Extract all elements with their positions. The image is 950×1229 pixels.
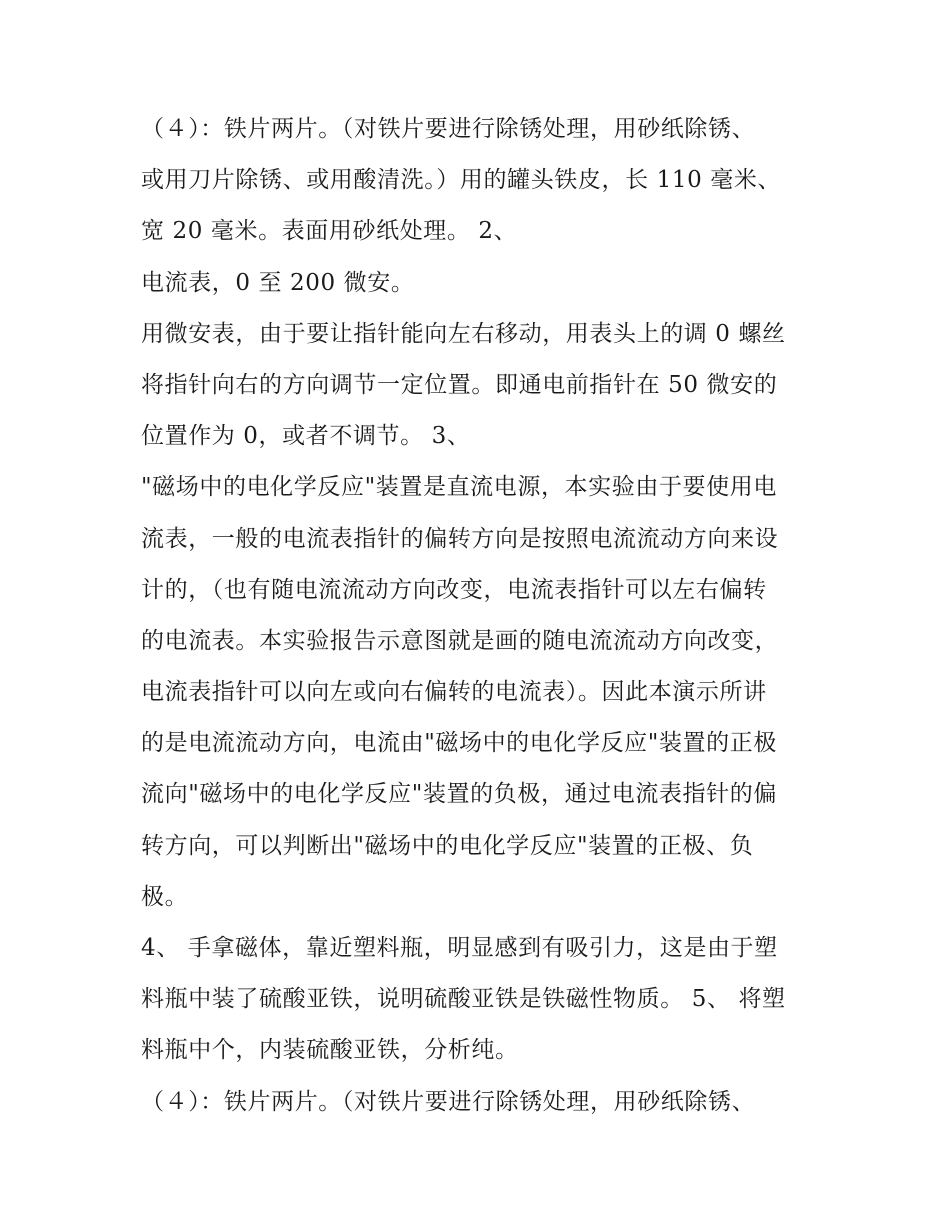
text-line: 将指针向右的方向调节一定位置。即通电前指针在 50 微安的 [141, 371, 778, 398]
text-line: 转方向，可以判断出"磁场中的电化学反应"装置的正极、负 [141, 832, 754, 859]
paragraph-microammeter [141, 309, 816, 463]
text-line: 流表，一般的电流表指针的偏转方向是按照电流流动方向来设 [141, 525, 779, 552]
text-line: 计的，（也有随电流流动方向改变，电流表指针可以左右偏转 [141, 576, 767, 603]
text-line: 电流表，0 至 200 微安。 [141, 269, 415, 296]
text-line: （４）：铁片两片。（对铁片要进行除锈处理，用砂纸除锈、 [141, 116, 756, 142]
text-line: 或用刀片除锈、或用酸清洗。）用的罐头铁皮，长 110 毫米、 [141, 167, 782, 194]
document-body [141, 104, 816, 1128]
text-line: 宽 20 毫米。表面用砂纸处理。 2、 [141, 218, 518, 245]
paragraph-ammeter [141, 258, 816, 309]
text-line: 的是电流流动方向，电流由"磁场中的电化学反应"装置的正极 [141, 730, 777, 757]
text-line: 4、 手拿磁体，靠近塑料瓶，明显感到有吸引力，这是由于塑 [141, 935, 778, 961]
text-line: 料瓶中个，内装硫酸亚铁，分析纯。 [141, 1037, 519, 1064]
text-line: 电流表指针可以向左或向右偏转的电流表）。因此本演示所讲 [141, 679, 767, 706]
text-line: 的电流表。本实验报告示意图就是画的随电流流动方向改变， [141, 627, 779, 654]
text-line: 位置作为 0，或者不调节。 3、 [141, 423, 471, 450]
paragraph-iron-sheets-repeat [141, 1077, 816, 1128]
paragraph-magnet-test [141, 923, 816, 1077]
text-line: （４）：铁片两片。（对铁片要进行除锈处理，用砂纸除锈、 [141, 1088, 756, 1115]
text-line: 极。 [141, 883, 189, 910]
text-line: "磁场中的电化学反应"装置是直流电源，本实验由于要使用电 [141, 474, 777, 501]
text-line: 流向"磁场中的电化学反应"装置的负极，通过电流表指针的偏 [141, 781, 777, 808]
paragraph-iron-sheets [141, 104, 816, 258]
text-line: 料瓶中装了硫酸亚铁，说明硫酸亚铁是铁磁性物质。 5、 将塑 [141, 986, 786, 1013]
text-line: 用微安表，由于要让指针能向左右移动，用表头上的调 0 螺丝 [141, 320, 786, 347]
paragraph-current-direction [141, 462, 816, 923]
